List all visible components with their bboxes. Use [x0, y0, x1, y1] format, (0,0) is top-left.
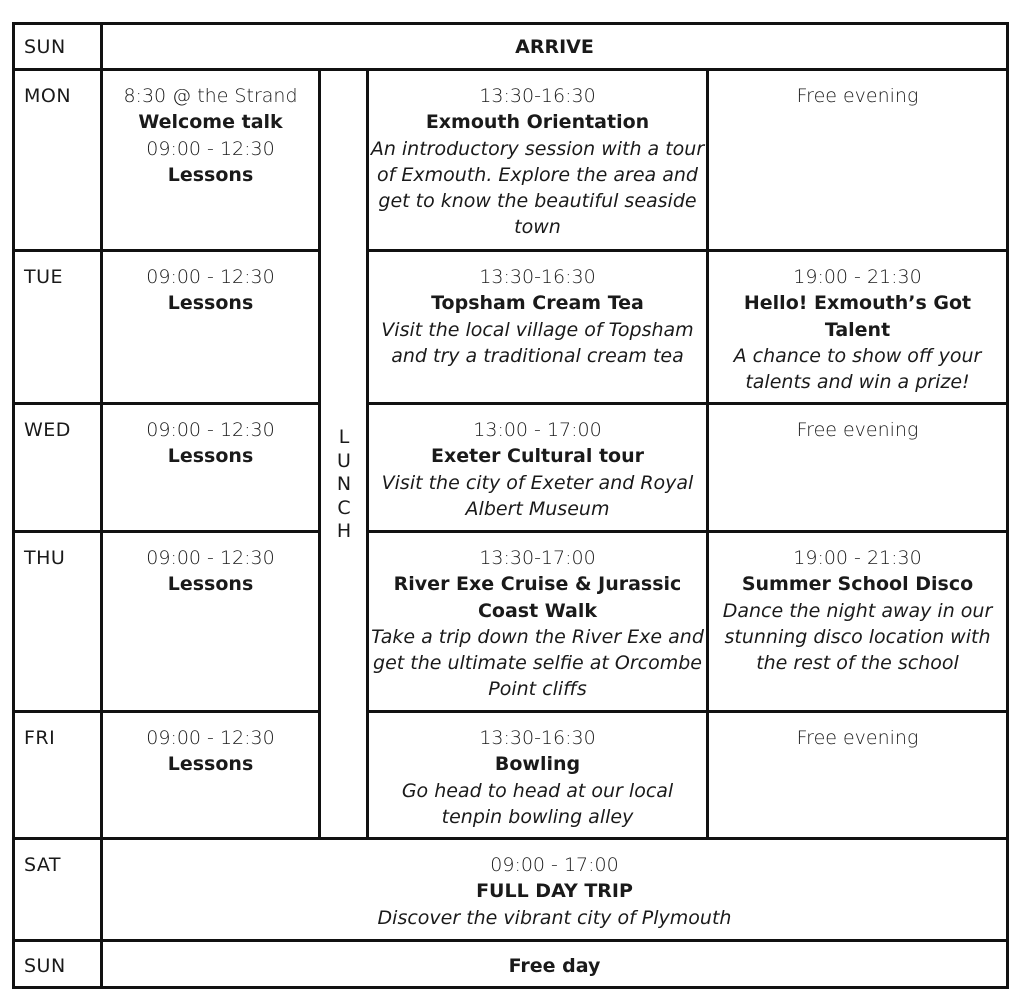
sat-trip-time: 09:00 - 17:00: [490, 854, 619, 876]
tue-evening-description: A chance to show off your talents and win a prize!: [733, 344, 982, 394]
row-divider: [12, 249, 320, 252]
sat-trip-description: Discover the vibrant city of Plymouth: [377, 906, 732, 929]
wed-evening-cell: [709, 417, 1006, 443]
mon-evening-cell: [709, 83, 1006, 109]
day-label-sun: SUN: [24, 36, 66, 58]
free-day-cell: [103, 953, 1006, 979]
mon-morning-cell: [103, 83, 318, 188]
lunch-column-left: [318, 68, 321, 840]
mon-meeting-point: 8:30 @ the Strand: [123, 85, 298, 107]
mon-evening-text: Free evening: [796, 85, 919, 107]
tue-evening-cell: [714, 264, 1001, 395]
day-label-tue: TUE: [24, 266, 64, 288]
thu-evening-time: 19:00 - 21:30: [793, 547, 922, 569]
thu-evening-title: Summer School Disco: [741, 573, 974, 596]
wed-lesson-title: Lessons: [167, 445, 254, 468]
fri-evening-cell: [709, 725, 1006, 751]
lunch-letter: L: [338, 426, 350, 448]
fri-afternoon-cell: [369, 725, 706, 830]
mon-activity-title: Exmouth Orientation: [425, 111, 650, 134]
day-label-mon: MON: [24, 85, 72, 107]
row-divider: [12, 68, 1009, 71]
wed-activity-description: Visit the city of Exeter and Royal Albert Museum: [381, 471, 694, 520]
mon-activity-description: An introductory session with a tour of Exmouth. Explore the area and get to know the beautiful seaside town: [370, 137, 705, 239]
mon-activity-time: 13:30-16:30: [479, 85, 596, 107]
sat-trip-cell: [103, 852, 1006, 931]
thu-activity-title: River Exe Cruise & Jurassic Coast Walk: [393, 573, 682, 622]
lunch-letter: U: [337, 449, 351, 472]
row-divider: [367, 249, 1009, 252]
sat-trip-title: FULL DAY TRIP: [476, 880, 633, 903]
fri-lesson-time: 09:00 - 12:30: [146, 727, 275, 749]
tue-activity-title: Topsham Cream Tea: [431, 292, 644, 315]
free-day-title: Free day: [508, 955, 601, 977]
mon-afternoon-cell: [369, 83, 706, 241]
row-divider: [12, 939, 1009, 942]
fri-activity-title: Bowling: [494, 753, 581, 776]
fri-evening-text: Free evening: [796, 727, 919, 749]
mon-lesson-time: 09:00 - 12:30: [146, 137, 275, 160]
mon-welcome-title: Welcome talk: [138, 111, 283, 134]
day-label-sun-end: SUN: [24, 955, 66, 977]
row-divider: [12, 837, 1009, 840]
table-border-right: [1006, 22, 1009, 989]
day-label-fri: FRI: [24, 727, 56, 749]
wed-activity-time: 13:00 - 17:00: [473, 419, 602, 441]
mon-lesson-title: Lessons: [167, 163, 254, 186]
row-divider: [367, 402, 1009, 405]
wed-activity-title: Exeter Cultural tour: [430, 445, 645, 468]
tue-morning-cell: [103, 264, 318, 317]
wed-morning-cell: [103, 417, 318, 470]
wed-lesson-time: 09:00 - 12:30: [146, 419, 275, 441]
tue-evening-time: 19:00 - 21:30: [793, 266, 922, 288]
arrive-cell: [103, 34, 1006, 60]
tue-activity-time: 13:30-16:30: [479, 266, 596, 288]
row-divider: [12, 402, 320, 405]
row-divider: [12, 530, 320, 533]
thu-lesson-title: Lessons: [167, 573, 254, 596]
row-divider: [12, 710, 320, 713]
lunch-letter: H: [336, 520, 352, 542]
table-border-left: [12, 22, 15, 989]
thu-lesson-time: 09:00 - 12:30: [146, 547, 275, 569]
thu-activity-description: Take a trip down the River Exe and get the ultimate selfie at Orcombe Point cliffs: [371, 625, 704, 701]
thu-activity-time: 13:30-17:00: [479, 547, 596, 569]
lunch-letter: N: [336, 473, 352, 495]
lunch-label: [322, 426, 366, 544]
day-label-sat: SAT: [24, 854, 62, 876]
row-divider: [367, 530, 1009, 533]
thu-evening-cell: [709, 545, 1006, 676]
tue-lesson-time: 09:00 - 12:30: [146, 266, 275, 288]
fri-activity-time: 13:30-16:30: [479, 727, 596, 749]
wed-evening-text: Free evening: [796, 419, 919, 441]
fri-activity-description: Go head to head at our local tenpin bowling alley: [401, 779, 674, 828]
thu-morning-cell: [103, 545, 318, 598]
day-label-thu: THU: [24, 547, 66, 569]
row-divider: [367, 710, 1009, 713]
table-border-top: [12, 22, 1009, 25]
arrive-title: ARRIVE: [515, 36, 594, 58]
wed-afternoon-cell: [369, 417, 706, 522]
thu-evening-description: Dance the night away in our stunning disco location with the rest of the school: [722, 599, 993, 675]
table-border-bottom: [12, 986, 1009, 989]
tue-activity-description: Visit the local village of Topsham and try a traditional cream tea: [381, 318, 694, 367]
tue-lesson-title: Lessons: [167, 292, 254, 315]
fri-morning-cell: [103, 725, 318, 778]
day-label-wed: WED: [24, 419, 71, 441]
tue-evening-title: Hello! Exmouth’s Got Talent: [743, 292, 972, 341]
tue-afternoon-cell: [369, 264, 706, 369]
lunch-letter: C: [337, 496, 351, 519]
thu-afternoon-cell: [369, 545, 706, 703]
fri-lesson-title: Lessons: [167, 753, 254, 776]
